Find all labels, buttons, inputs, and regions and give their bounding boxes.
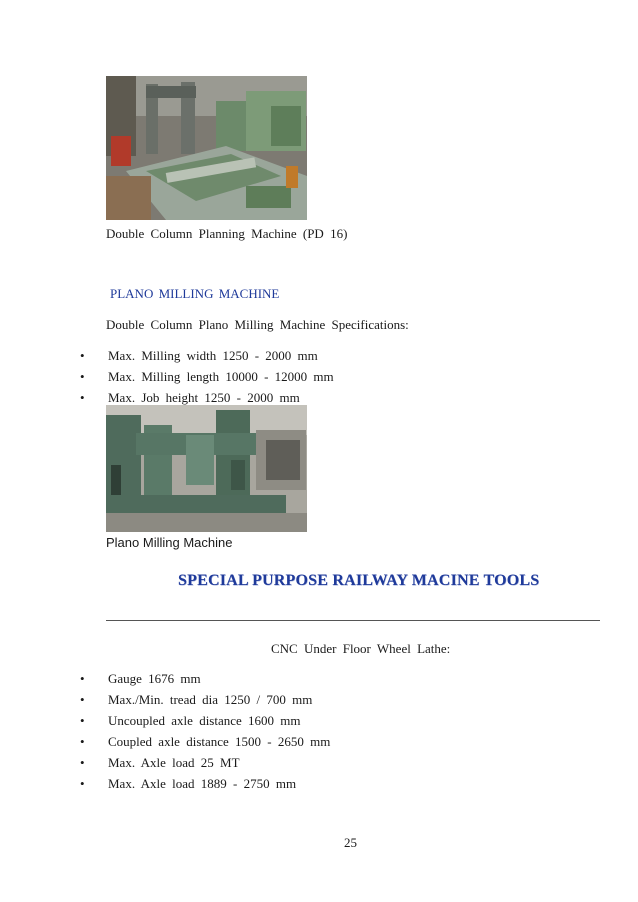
list-item: • Coupled axle distance 1500 - 2650 mm [80,731,520,752]
list-item: • Max. Milling length 10000 - 12000 mm [80,366,500,387]
list-item: • Max./Min. tread dia 1250 / 700 mm [80,689,520,710]
section-heading-plano-milling: PLANO MILLING MACHINE [110,286,280,301]
list-item: • Gauge 1676 mm [80,668,520,689]
planning-machine-photo [106,76,307,220]
list-item: • Max. Job height 1250 - 2000 mm [80,387,500,408]
special-purpose-tools-title: SPECIAL PURPOSE RAILWAY MACINE TOOLS [178,572,540,589]
list-item: • Uncoupled axle distance 1600 mm [80,710,520,731]
planning-machine-image [106,76,307,220]
plano-milling-specs-list [80,345,500,408]
figure-caption-planning-machine: Double Column Planning Machine (PD 16) [106,226,348,241]
section-divider [106,620,600,621]
list-item: • Max. Axle load 25 MT [80,752,520,773]
plano-milling-image [106,405,307,532]
figure-caption-plano-milling: Plano Milling Machine [106,535,233,550]
cnc-lathe-subheading: CNC Under Floor Wheel Lathe: [271,641,451,656]
list-item: • Max. Milling width 1250 - 2000 mm [80,345,500,366]
cnc-lathe-specs-list [80,668,520,794]
specifications-intro: Double Column Plano Milling Machine Specifications: [106,317,409,332]
page-number: 25 [344,835,357,850]
plano-milling-photo [106,405,307,532]
list-item: • Max. Axle load 1889 - 2750 mm [80,773,520,794]
